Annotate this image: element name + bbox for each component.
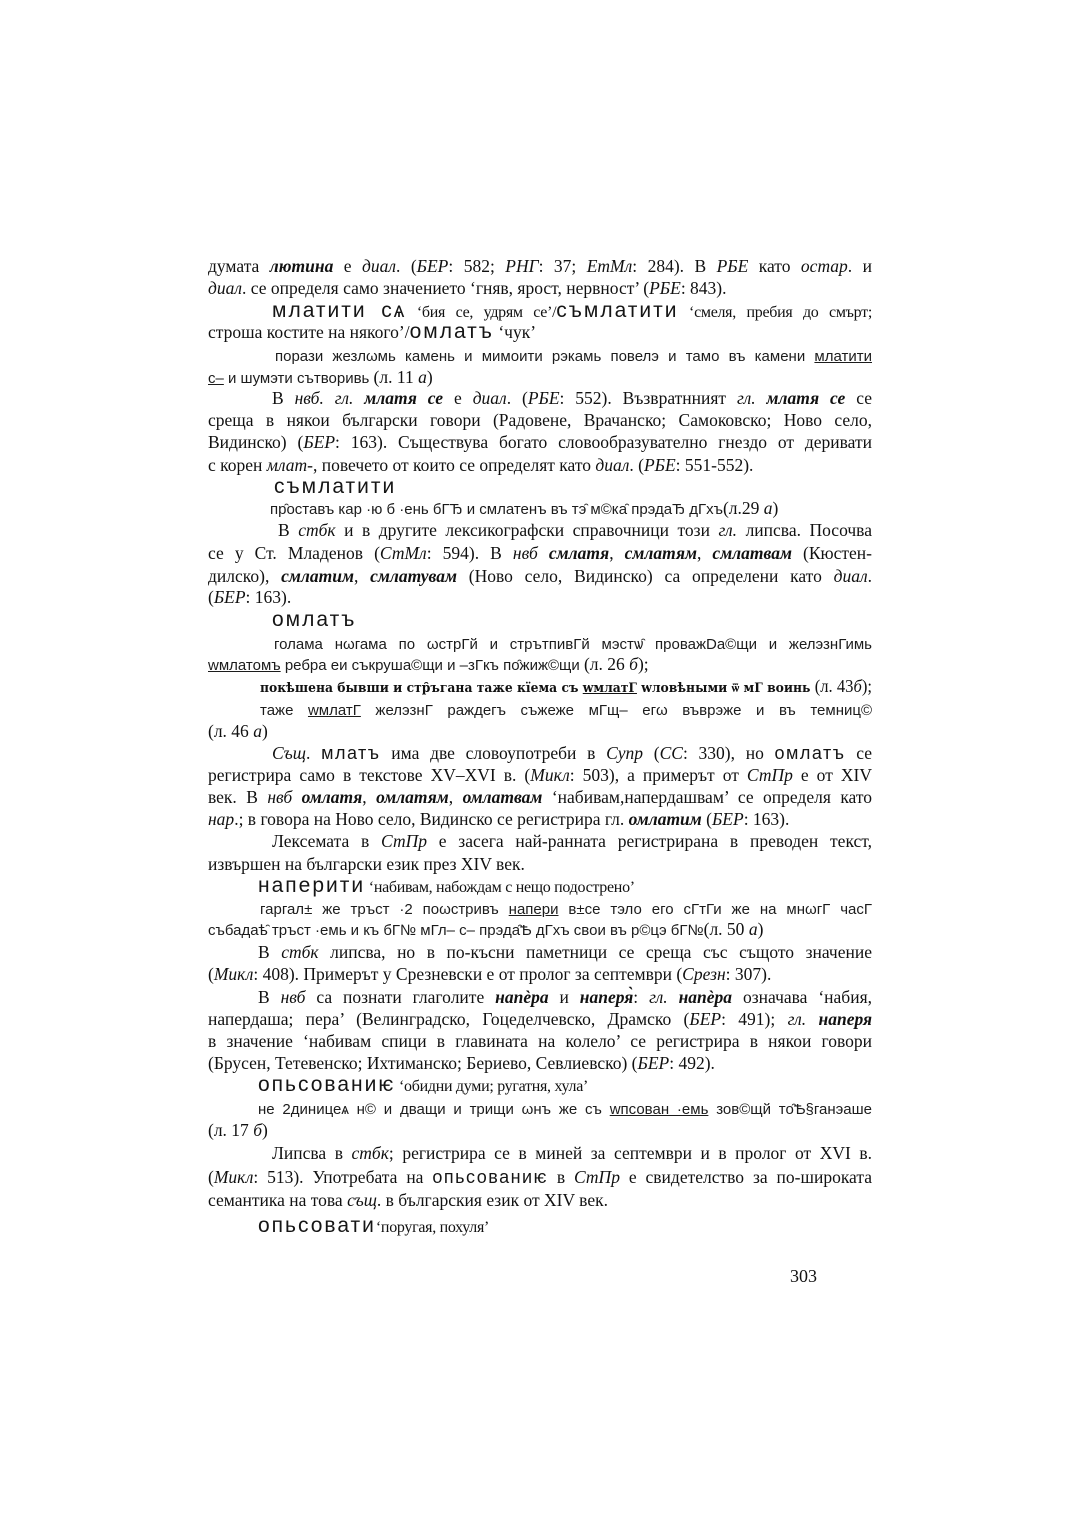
body-text: : 163). (245, 587, 292, 607)
italic-text: нвб (280, 987, 306, 1007)
body-text: , (609, 543, 625, 563)
example-text: ребра еи съкруша©щи и –зГкъ по̑жиж©щи (280, 657, 584, 674)
underlined-example-form: с– (208, 370, 224, 387)
body-text: . в българския език от XIV век. (376, 1190, 608, 1210)
gloss-text: ‘набивам, набождам с нещо подострено’ (365, 879, 635, 896)
body-text: напердаша; пера’ (Велинградско, Гоцеделчевско, Драмско ( (208, 1009, 690, 1029)
gloss-text: ‘поругая, похуля’ (375, 1219, 490, 1236)
text-line (208, 408, 872, 432)
body-text: строша костите на някого’/ (208, 322, 410, 342)
body-text: е (333, 256, 363, 276)
body-text (292, 787, 301, 807)
italic-text: гл. (718, 520, 738, 540)
body-text: ) (426, 367, 433, 387)
body-text: липсва, но в по-късни паметници се среща със същото значение (318, 942, 872, 962)
text-line (278, 518, 872, 542)
body-text: ; регистрира се в миней за септември и в пролог от XVI в. (388, 1143, 873, 1163)
italic-text: стбк (351, 1143, 389, 1163)
body-text: Видинско) ( (208, 432, 304, 452)
underlined-example-form: напери (508, 901, 559, 918)
body-text: . се определя само значението ‘гняв, ярост, нервност’ ( (241, 278, 650, 298)
italic-text: БЕР (213, 587, 246, 607)
gloss-text: ‘обидни думи; ругатня, хула’ (395, 1078, 589, 1095)
text-line (258, 874, 872, 898)
body-text: е засега най-ранната регистрирана в преводен текст, (426, 831, 872, 851)
body-text: : 551-552). (675, 455, 754, 475)
bold-italic-term: наперя (818, 1009, 873, 1029)
text-line (208, 1007, 872, 1031)
inline-headword: млатъ (321, 743, 381, 763)
body-text: , (353, 566, 371, 586)
body-text: регистрира само в текстове XV–XVI в. ( (208, 765, 531, 785)
italic-text: диал (833, 566, 868, 586)
italic-text: диал (208, 278, 242, 298)
body-text: (Кюстен- (791, 543, 872, 563)
body-text: : 582; (448, 256, 506, 276)
text-line (272, 741, 872, 765)
italic-text: СтМл (379, 543, 427, 563)
bold-italic-term: смлатвам (712, 543, 792, 563)
example-text: и шумэти сътворивь (223, 370, 374, 387)
page-number: 303 (790, 1266, 817, 1286)
text-line (208, 652, 872, 676)
italic-text: БЕР (711, 809, 744, 829)
text-line (275, 343, 872, 367)
text-line (272, 829, 872, 853)
body-text: ( (208, 587, 214, 607)
italic-text: нвб (512, 543, 538, 563)
body-text: (л. 46 (208, 721, 254, 741)
body-text (353, 388, 364, 408)
body-text: : 163). (743, 809, 790, 829)
body-text: .; в говора на Ново село, Видинско се регистрира гл. (234, 809, 629, 829)
body-text: : 37; (538, 256, 587, 276)
body-text: ‘набивам,напердашвам’ се определя като (542, 787, 873, 807)
bold-italic-term: напèра (495, 987, 549, 1007)
text-line (208, 276, 872, 300)
body-text: ( (643, 743, 660, 763)
body-text: ( (208, 1167, 214, 1187)
body-text: е свидетелство за по-широката (619, 1167, 872, 1187)
underlined-example-form: wмлатомъ (208, 657, 281, 674)
body-text: , (448, 787, 463, 807)
italic-text: Микл (530, 765, 570, 785)
italic-text: гл. (737, 388, 756, 408)
body-text: има две словоупотреби в (380, 743, 607, 763)
body-text: : 843). (680, 278, 727, 298)
italic-text: СтПр (381, 831, 427, 851)
body-text: (л. 43 (814, 676, 854, 696)
body-text: ( (701, 809, 712, 829)
italic-text: БЕР (303, 432, 336, 452)
example-text: голама нωгама по ωстрГй и стрътпивГй мэстѡ̑ проважDа©щи и желэзнГимь (274, 636, 872, 653)
text-line (270, 496, 872, 520)
italic-text: нвб. гл. (294, 388, 354, 408)
body-text: (л. 17 (208, 1120, 254, 1140)
body-text: се (845, 743, 872, 763)
body-text: (л.29 (722, 498, 764, 518)
headword: съмлатити (556, 299, 679, 322)
headword: съмлатити (274, 475, 397, 498)
body-text: се у Ст. Младенов ( (208, 543, 380, 563)
italic-text: РБЕ (649, 278, 681, 298)
body-text: среща в някои български говори (Радовене, Врачанско; Самоковско; Ново село, (208, 410, 872, 430)
bold-italic-term: омлатим (628, 809, 702, 829)
example-text: гаргал± же тръст ·2 поωстривъ (260, 901, 509, 918)
text-line (258, 1096, 872, 1120)
body-text: (Ново село, Видинско) са определени като (457, 566, 834, 586)
body-text: Липсва в (272, 1143, 352, 1163)
text-line (258, 940, 872, 964)
text-line (260, 697, 872, 721)
text-line (208, 1165, 872, 1189)
headword: наперити (258, 874, 366, 897)
italic-text: ЕтМл (586, 256, 633, 276)
bold-italic-term: млатя се (364, 388, 444, 408)
headword: омлатъ (272, 608, 357, 631)
body-text: и в другите лексикографски справочници този (335, 520, 719, 540)
body-text: в значение ‘набивам спици в главината на колело’ се регистрира в някои говори (208, 1031, 872, 1051)
headword: опьсованиѥ (258, 1073, 396, 1096)
italic-text: БЕР (416, 256, 449, 276)
example-text: в±се тэло его сГтГи же на мнωгГ часГ (558, 901, 872, 918)
headword: опьсовати (258, 1214, 376, 1237)
underlined-example-form: wпсован ·емь (609, 1101, 709, 1118)
body-text: ) (772, 498, 779, 518)
body-text: : 513). Употребата на (253, 1167, 433, 1187)
italic-text: б (629, 654, 638, 674)
body-text: : 552). Възвратнният (559, 388, 737, 408)
text-line (208, 320, 872, 344)
example-text: зов©щй то̑Ѣ§ганэаше (708, 1101, 872, 1118)
italic-text: същ (347, 1190, 377, 1210)
text-line (258, 1214, 872, 1238)
body-text: думата (208, 256, 270, 276)
body-text: : 594). В (426, 543, 513, 563)
body-text: : 492). (669, 1053, 715, 1073)
headword: омлатъ (409, 320, 494, 343)
body-text: , (696, 543, 713, 563)
italic-text: РБЕ (527, 388, 560, 408)
italic-text: гл. (649, 987, 668, 1007)
italic-text: СтПр (574, 1167, 620, 1187)
italic-text: СС (659, 743, 683, 763)
body-text: в (547, 1167, 574, 1187)
body-text: . (305, 743, 322, 763)
body-text (538, 543, 549, 563)
body-text: : 408). Примерът у Срезневски е от пролог за септември ( (253, 964, 683, 984)
text-line (208, 852, 872, 876)
text-line (208, 962, 872, 986)
headword: млатити сѧ (272, 299, 407, 322)
italic-text: РБЕ (643, 455, 676, 475)
body-text: ) (262, 1120, 268, 1140)
body-text: ‘чук’ (493, 322, 537, 342)
example-text: пр̑оставъ кар ·ю б ·ень бГЂ и смлатенъ въ тэ̑ м©ка̑ прэдаЂ дГхъ (270, 501, 723, 518)
text-line (208, 807, 872, 831)
body-text: Лексемата в (272, 831, 382, 851)
underlined-example-form: wмлатГ (307, 702, 361, 719)
text-line (272, 386, 872, 410)
text-line (208, 254, 872, 278)
body-text: семантика на това (208, 1190, 348, 1210)
body-text: ) (261, 721, 268, 741)
italic-text: Същ (272, 743, 306, 763)
bold-italic-term: наперя̀ (579, 987, 634, 1007)
body-text (668, 987, 679, 1007)
text-line (258, 1073, 872, 1097)
italic-text: млат- (266, 455, 313, 475)
italic-text: БЕР (689, 1009, 722, 1029)
text-line (208, 1188, 872, 1212)
italic-text: а (418, 367, 427, 387)
text-line (208, 1051, 872, 1075)
italic-text: стбк (281, 942, 319, 962)
body-text: В (258, 942, 282, 962)
italic-text: нар (208, 809, 235, 829)
italic-text: РБЕ (716, 256, 749, 276)
body-text: В (278, 520, 299, 540)
italic-text: Супр (606, 743, 644, 763)
body-text: : 163). Съществува богато словообразувателно гнездо от деривати (335, 432, 872, 452)
text-line (208, 541, 872, 565)
body-text: : 503), а примерът от (569, 765, 747, 785)
body-text: се (845, 388, 872, 408)
inline-headword: опьсованиѥ (432, 1167, 548, 1187)
body-text: , (362, 787, 377, 807)
body-text: ( (208, 964, 214, 984)
example-text: таже (260, 702, 308, 719)
text-line (208, 1118, 872, 1142)
italic-text: б (853, 676, 862, 696)
bold-italic-term: смлатя (548, 543, 610, 563)
inline-headword: омлатъ (774, 743, 846, 763)
body-text: означава ‘набия, (732, 987, 872, 1007)
body-text: : 491); (721, 1009, 788, 1029)
body-text: (л. 11 (373, 367, 419, 387)
body-text: са познати глаголите (305, 987, 496, 1007)
body-text: В (272, 388, 295, 408)
italic-text: а (253, 721, 262, 741)
italic-text: диал (472, 388, 507, 408)
body-text: ) (757, 919, 764, 939)
underlined-old-script-form: wмлатГ (582, 681, 637, 696)
example-text: не 2диницеѧ н© и дващи и трищи ωнъ же съ (258, 1101, 610, 1118)
italic-text: РНГ (505, 256, 539, 276)
body-text: : 330), но (682, 743, 775, 763)
bold-italic-term: смлатям (624, 543, 697, 563)
body-text: ); (637, 654, 649, 674)
italic-text: Микл (213, 964, 254, 984)
text-line (208, 917, 872, 941)
bold-italic-term: лютина (269, 256, 334, 276)
example-text: порази жезлωмь камень и мимоити рэкамь повелэ и тамо въ камени (275, 348, 815, 365)
text-line (258, 985, 872, 1009)
italic-text: нвб (267, 787, 293, 807)
italic-text: стбк (298, 520, 336, 540)
italic-text: б (253, 1120, 262, 1140)
text-line (208, 719, 872, 743)
body-text: В (258, 987, 281, 1007)
body-text: (л. 26 (583, 654, 630, 674)
italic-text: а (763, 498, 773, 518)
bold-italic-term: млатя се (766, 388, 846, 408)
body-text: (Брусен, Тетевенско; Ихтиманско; Бериево, Севлиевско) ( (208, 1053, 638, 1073)
gloss-text: ‘смеля, пребия до смърт; (678, 304, 872, 321)
body-text (806, 1009, 818, 1029)
text-line (208, 453, 872, 477)
gloss-text: ‘бия се, удрям се’/ (406, 304, 557, 321)
body-text: . ( (629, 455, 644, 475)
body-text: : 307). (725, 964, 772, 984)
body-text: (л. 50 (703, 919, 749, 939)
body-text: ); (861, 676, 872, 696)
body-text: . ( (506, 388, 528, 408)
text-line (272, 1141, 872, 1165)
example-text: събадаѣ̑ тръст ·емь и къ бГ№ мГл– с– прэда̑Ѣ дГхъ свои въ р©цэ бГ№ (208, 922, 704, 939)
text-line (208, 430, 872, 454)
text-line (208, 785, 872, 809)
example-text: желэзнГ раждегъ съжеже мГщ– егω въврэже и въ темниц© (360, 702, 872, 719)
text-line (208, 1029, 872, 1053)
old-script-text: wловѣными ѿ мГ воинь (636, 681, 815, 696)
italic-text: остар (800, 256, 848, 276)
text-line (272, 608, 872, 632)
bold-italic-term: напèра (678, 987, 733, 1007)
italic-text: Срезн (682, 964, 726, 984)
italic-text: Микл (213, 1167, 254, 1187)
italic-text: БЕР (637, 1053, 670, 1073)
old-script-text: покѣшена бывши и стр̑ъгана таже кїема съ (260, 681, 583, 696)
body-text: и (548, 987, 580, 1007)
body-text: . (867, 566, 872, 586)
body-text: е (443, 388, 473, 408)
italic-text: а (748, 919, 758, 939)
body-text: : (633, 987, 650, 1007)
body-text: като (748, 256, 801, 276)
body-text: . и (847, 256, 872, 276)
body-text (756, 388, 767, 408)
bold-italic-term: омлатя (301, 787, 363, 807)
body-text: . ( (396, 256, 417, 276)
body-text: липсва. Посочва (737, 520, 872, 540)
italic-text: СтПр (746, 765, 793, 785)
italic-text: диал (362, 256, 397, 276)
italic-text: диал (595, 455, 630, 475)
bold-italic-term: омлатвам (462, 787, 543, 807)
body-text: извършен на български език през XIV век. (208, 854, 525, 874)
body-text: : 284). В (632, 256, 717, 276)
body-text: , повечето от които се определят като (313, 455, 596, 475)
body-text: век. В (208, 787, 268, 807)
italic-text: гл. (787, 1009, 807, 1029)
text-line (260, 674, 872, 698)
bold-italic-term: смлатим (281, 566, 354, 586)
bold-italic-term: смлатувам (370, 566, 457, 586)
underlined-example-form: млатити (814, 348, 872, 365)
body-text: дилско), (208, 566, 282, 586)
body-text: е от XIV (792, 765, 872, 785)
text-line (208, 585, 872, 609)
body-text: с корен (208, 455, 267, 475)
text-line (208, 763, 872, 787)
bold-italic-term: омлатям (376, 787, 449, 807)
